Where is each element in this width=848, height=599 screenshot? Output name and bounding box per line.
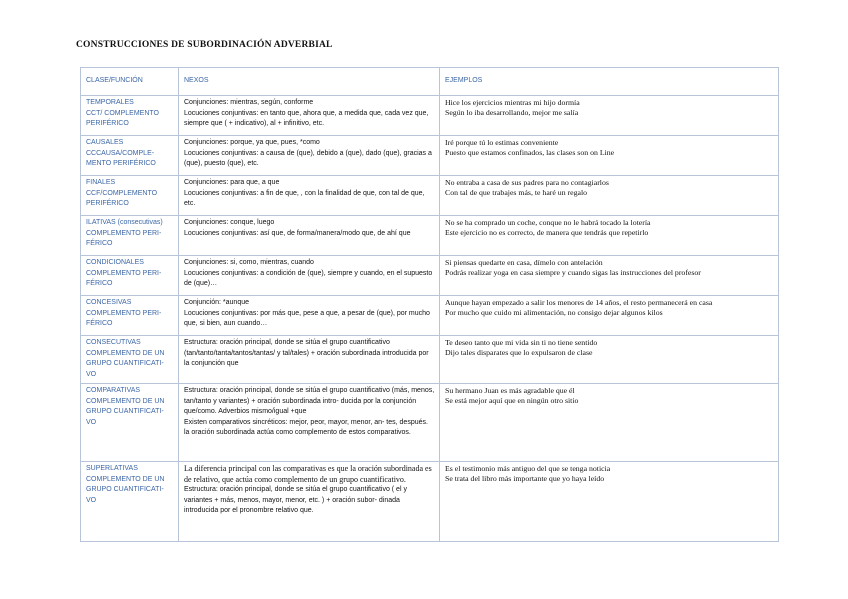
nexos-line: Estructura: oración principal, donde se sitúa el grupo cuantificativo ( el y variantes + más, menos, mayor, menor, etc. ) + oración subor- dinada introducida por el pronombre relativo que. [184,486,407,514]
ejemplo-line: Si piensas quedarte en casa, dímelo con antelación [445,258,603,267]
ejemplos-cell [440,96,779,136]
clase-line: TEMPORALES [86,99,134,106]
clase-line: COMPARATIVAS [86,387,141,394]
nexos-cell [179,256,440,296]
nexos-line: Locuciones conjuntivas: a condición de (que), siempre y cuando, en el supuesto de (que)… [184,269,433,287]
clase-line: COMPLEMENTO PERI- [86,269,162,277]
clase-cell [81,336,179,384]
nexos-line: Conjunciones: para que, a que [184,179,280,186]
nexos-cell [179,136,440,176]
nexos-line: Existen comparativos sincréticos: mejor, peor, mayor, menor, an- tes, después. la oración subordinada actúa como complemento de estos comparativos. [184,418,428,436]
nexos-line: Estructura: oración principal, donde se sitúa el grupo cuantificativo (más, menos, tan/tanto y variantes) + oración subordinada intro- ducida por la conjunción que/como. Adverbios mismo/igual +que [184,387,435,415]
ejemplos-cell [440,216,779,256]
nexos-line: Conjunciones: conque, luego [184,219,275,226]
nexos-line: Locuciones conjuntivas: en tanto que, ahora que, a medida que, cada vez que, siempre que ( + indicativo), al + infinitivo, etc. [184,109,429,127]
nexos-line: Conjunciones: si, como, mientras, cuando [184,259,314,266]
ejemplo-line: Hice los ejercicios mientras mi hijo dormía [445,98,580,107]
nexos-intro: La diferencia principal con las comparativas es que la oración subordinada es de relativo, que actúa como complemento de un grupo cuantificativo. [184,464,432,484]
nexos-line: Conjunción: *aunque [184,299,249,306]
document-title: CONSTRUCCIONES DE SUBORDINACIÓN ADVERBIAL [76,40,333,50]
clase-line: CONCESIVAS [86,299,132,306]
nexos-cell [179,216,440,256]
nexos-line: Locuciones conjuntivas: a fin de que, , con la finalidad de que, con tal de que, etc. [184,189,425,207]
nexos-line: Estructura: oración principal, donde se sitúa el grupo cuantificativo (tan/tanto/tanta/tantos/tantas/ y tal/tales) + oración subordinada introducida por la conjunción que [184,339,429,367]
table-row [81,96,779,136]
header-clase: CLASE/FUNCIÓN [81,68,179,96]
clase-line: GRUPO CUANTIFICATI- [86,360,164,367]
clase-line: FÉRICO [86,280,113,287]
clase-line: CCCAUSA/COMPLE- [86,149,155,157]
clase-line: FÉRICO [86,320,113,327]
clase-cell [81,176,179,216]
ejemplo-line: Este ejercicio no es correcto, de manera que tendrás que repetirlo [445,228,649,237]
clase-line: CONDICIONALES [86,259,144,266]
subordination-table [80,67,779,542]
ejemplos-cell [440,384,779,462]
table-row [81,336,779,384]
clase-line: GRUPO CUANTIFICATI- [86,486,164,493]
nexos-line: Conjunciones: mientras, según, conforme [184,99,314,106]
ejemplo-line: No se ha comprado un coche, conque no le habrá tocado la lotería [445,218,651,227]
clase-cell [81,216,179,256]
clase-cell [81,462,179,542]
clase-cell [81,384,179,462]
clase-line: MENTO PERIFÉRICO [86,160,156,167]
ejemplo-line: Su hermano Juan es más agradable que él [445,386,575,395]
table-row [81,384,779,462]
ejemplos-cell [440,256,779,296]
table-row [81,256,779,296]
ejemplos-cell [440,176,779,216]
clase-cell [81,256,179,296]
nexos-cell [179,96,440,136]
nexos-line: Locuciones conjuntivas: a causa de (que), debido a (que), dado (que), gracias a (que), puesto (que), etc. [184,149,432,167]
clase-line: CONSECUTIVAS [86,339,141,346]
ejemplo-line: Puesto que estamos confinados, las clases son on Line [445,148,615,157]
ejemplo-line: Con tal de que trabajes más, te haré un regalo [445,188,588,197]
nexos-cell [179,296,440,336]
nexos-cell [179,336,440,384]
clase-line: ILATIVAS (consecutivas) [86,219,163,226]
clase-line: COMPLEMENTO DE UN [86,475,165,483]
clase-line: CCT/ COMPLEMENTO [86,109,159,117]
clase-cell [81,96,179,136]
ejemplo-line: Aunque hayan empezado a salir los menores de 14 años, el resto permanecerá en casa [445,298,713,307]
ejemplo-line: Dijo tales disparates que lo expulsaron de clase [445,348,593,357]
clase-line: FINALES [86,179,116,186]
table-row [81,296,779,336]
nexos-line: Locuciones conjuntivas: así que, de forma/manera/modo que, de ahí que [184,229,411,237]
clase-line: FÉRICO [86,240,113,247]
clase-line: VO [86,496,97,504]
clase-line: VO [86,418,97,426]
nexos-line: Conjunciones: porque, ya que, pues, *como [184,139,320,146]
nexos-cell [179,384,440,462]
clase-cell [81,136,179,176]
ejemplo-line: Por mucho que cuido mi alimentación, no consigo dejar algunos kilos [445,308,663,317]
clase-line: PERIFÉRICO [86,120,129,127]
clase-line: COMPLEMENTO DE UN [86,349,165,357]
clase-line: PERIFÉRICO [86,200,129,207]
clase-line: VO [86,370,97,378]
clase-line: CAUSALES [86,139,124,146]
nexos-line: Locuciones conjuntivas: por más que, pese a que, a pesar de (que), por mucho que, si bien, aun cuando… [184,309,430,327]
table-row [81,216,779,256]
ejemplo-line: Podrás realizar yoga en casa siempre y cuando sigas las instrucciones del profesor [445,268,701,277]
ejemplo-line: Es el testimonio más antiguo del que se tenga noticia [445,464,611,473]
header-ejemplos: EJEMPLOS [440,68,779,96]
ejemplo-line: Iré porque tú lo estimas conveniente [445,138,559,147]
ejemplos-cell [440,296,779,336]
ejemplo-line: Se está mejor aquí que en ningún otro sitio [445,396,579,405]
ejemplos-cell [440,462,779,542]
header-nexos: NEXOS [179,68,440,96]
nexos-cell [179,462,440,542]
table-row [81,176,779,216]
ejemplos-cell [440,336,779,384]
ejemplo-line: Te deseo tanto que mi vida sin ti no tiene sentido [445,338,598,347]
clase-line: GRUPO CUANTIFICATI- [86,408,164,415]
table-row [81,462,779,542]
table-header-row [81,68,779,96]
clase-cell [81,296,179,336]
nexos-cell [179,176,440,216]
clase-line: CCF/COMPLEMENTO [86,189,158,197]
ejemplo-line: No entraba a casa de sus padres para no contagiarlos [445,178,609,187]
table-row [81,136,779,176]
clase-line: COMPLEMENTO PERI- [86,309,162,317]
clase-line: SUPERLATIVAS [86,465,138,472]
clase-line: COMPLEMENTO DE UN [86,397,165,405]
clase-line: COMPLEMENTO PERI- [86,229,162,237]
ejemplo-line: Se trata del libro más importante que yo haya leído [445,474,605,483]
ejemplo-line: Según lo iba desarrollando, mejor me salía [445,108,579,117]
ejemplos-cell [440,136,779,176]
